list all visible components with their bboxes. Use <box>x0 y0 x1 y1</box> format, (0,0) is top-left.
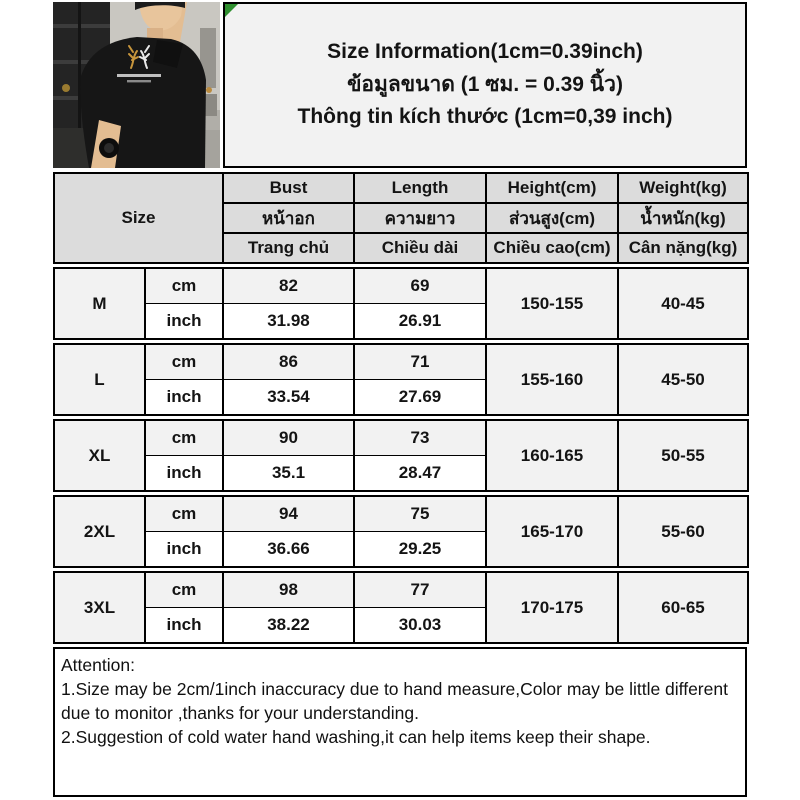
col-weight-vi: Cân nặng(kg) <box>618 233 748 263</box>
bust-inch: 36.66 <box>223 532 354 568</box>
size-row-2xl <box>53 495 749 568</box>
unit-cm: cm <box>145 496 223 532</box>
col-height-en: Height(cm) <box>486 173 618 203</box>
bust-inch: 38.22 <box>223 608 354 644</box>
green-corner-icon <box>225 4 238 17</box>
length-cm: 71 <box>354 344 486 380</box>
length-inch: 30.03 <box>354 608 486 644</box>
unit-inch: inch <box>145 380 223 416</box>
unit-inch: inch <box>145 456 223 492</box>
unit-inch: inch <box>145 608 223 644</box>
size-label: 3XL <box>54 572 145 643</box>
top-section <box>53 2 747 168</box>
weight-range: 55-60 <box>618 496 748 567</box>
col-weight-en: Weight(kg) <box>618 173 748 203</box>
col-bust-vi: Trang chủ <box>223 233 354 263</box>
size-label: M <box>54 268 145 339</box>
bust-cm: 94 <box>223 496 354 532</box>
title-box <box>223 2 747 168</box>
height-range: 165-170 <box>486 496 618 567</box>
bust-inch: 33.54 <box>223 380 354 416</box>
col-length-th: ความยาว <box>354 203 486 233</box>
length-cm: 69 <box>354 268 486 304</box>
size-row-3xl <box>53 571 749 644</box>
length-inch: 29.25 <box>354 532 486 568</box>
title-en: Size Information(1cm=0.39inch) <box>327 40 643 64</box>
product-photo <box>53 2 220 168</box>
weight-range: 60-65 <box>618 572 748 643</box>
col-weight-th: น้ำหนัก(kg) <box>618 203 748 233</box>
bust-cm: 86 <box>223 344 354 380</box>
size-corner-label: Size <box>54 173 223 263</box>
attention-heading: Attention: <box>61 655 135 675</box>
unit-cm: cm <box>145 572 223 608</box>
size-table-header <box>53 172 749 264</box>
size-label: L <box>54 344 145 415</box>
unit-cm: cm <box>145 268 223 304</box>
title-th: ข้อมูลขนาด (1 ซม. = 0.39 นิ้ว) <box>347 72 623 96</box>
col-length-en: Length <box>354 173 486 203</box>
unit-inch: inch <box>145 304 223 340</box>
col-length-vi: Chiều dài <box>354 233 486 263</box>
length-cm: 75 <box>354 496 486 532</box>
size-row-xl <box>53 419 749 492</box>
height-range: 150-155 <box>486 268 618 339</box>
weight-range: 50-55 <box>618 420 748 491</box>
unit-inch: inch <box>145 532 223 568</box>
attention-note-1: 1.Size may be 2cm/1inch inaccuracy due to hand measure,Color may be little different due to monitor ,thanks for your understanding. <box>61 679 728 724</box>
unit-cm: cm <box>145 420 223 456</box>
size-row-l <box>53 343 749 416</box>
col-bust-th: หน้าอก <box>223 203 354 233</box>
height-range: 160-165 <box>486 420 618 491</box>
height-range: 170-175 <box>486 572 618 643</box>
attention-note-2: 2.Suggestion of cold water hand washing,it can help items keep their shape. <box>61 727 651 748</box>
size-info-sheet <box>53 2 747 797</box>
size-label: XL <box>54 420 145 491</box>
bust-cm: 90 <box>223 420 354 456</box>
weight-range: 45-50 <box>618 344 748 415</box>
attention-notes <box>53 647 747 797</box>
bust-cm: 82 <box>223 268 354 304</box>
size-label: 2XL <box>54 496 145 567</box>
col-bust-en: Bust <box>223 173 354 203</box>
title-vi: Thông tin kích thước (1cm=0,39 inch) <box>297 105 673 129</box>
bust-cm: 98 <box>223 572 354 608</box>
size-row-m <box>53 267 749 340</box>
col-height-th: ส่วนสูง(cm) <box>486 203 618 233</box>
weight-range: 40-45 <box>618 268 748 339</box>
unit-cm: cm <box>145 344 223 380</box>
length-inch: 26.91 <box>354 304 486 340</box>
length-inch: 28.47 <box>354 456 486 492</box>
bust-inch: 35.1 <box>223 456 354 492</box>
height-range: 155-160 <box>486 344 618 415</box>
length-cm: 73 <box>354 420 486 456</box>
length-cm: 77 <box>354 572 486 608</box>
bust-inch: 31.98 <box>223 304 354 340</box>
col-height-vi: Chiều cao(cm) <box>486 233 618 263</box>
length-inch: 27.69 <box>354 380 486 416</box>
